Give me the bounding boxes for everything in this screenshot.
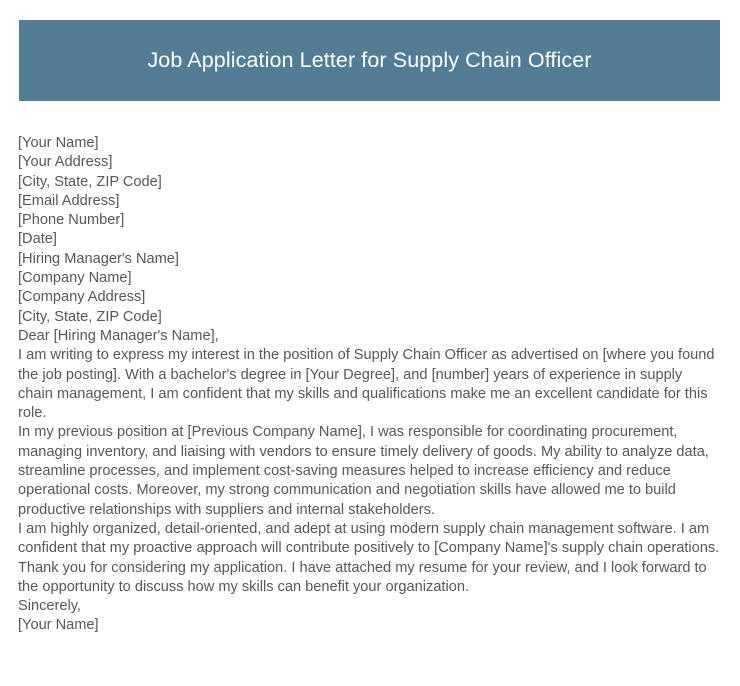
- letter-line: [Company Address]: [18, 289, 146, 306]
- letter-salutation: Dear [Hiring Manager's Name],: [18, 327, 219, 344]
- letter-line: [Company Name]: [18, 270, 132, 287]
- letter-body: [18, 134, 721, 636]
- letter-line: [City, State, ZIP Code]: [18, 308, 162, 325]
- letter-closing: Sincerely,: [18, 598, 81, 615]
- letter-paragraph: I am highly organized, detail-oriented, and adept at using modern supply chain management software. I am confident that my proactive approach will contribute positively to [Company Name]'s supply chain operations.: [18, 520, 720, 557]
- letter-line: [Date]: [18, 231, 57, 248]
- letter-line: [City, State, ZIP Code]: [18, 173, 162, 190]
- letter-line: [Hiring Manager's Name]: [18, 250, 179, 267]
- letter-line: [Your Address]: [18, 154, 113, 171]
- letter-line: [Your Name]: [18, 135, 99, 151]
- letter-line: [Email Address]: [18, 192, 120, 209]
- page-title: Job Application Letter for Supply Chain Officer: [147, 47, 592, 72]
- letter-paragraph: I am writing to express my interest in the position of Supply Chain Officer as advertised on [where you found the job posting]. With a bachelor's degree in [Your Degree], and [number] years of experience in supply chain management, I am confident that my skills and qualifications make me an excellent candidate for this role.: [18, 347, 715, 422]
- letter-header-banner: [19, 20, 720, 101]
- letter-paragraph: In my previous position at [Previous Company Name], I was responsible for coordinating procurement, managing inventory, and liaising with vendors to ensure timely delivery of goods. My ability to analyze data, streamline processes, and implement cost-saving measures helped to increase efficiency and reduce operational costs. Moreover, my strong communication and negotiation skills have allowed me to build productive relationships with suppliers and internal stakeholders.: [18, 424, 709, 518]
- letter-paragraph: Thank you for considering my application. I have attached my resume for your review, and I look forward to the opportunity to discuss how my skills can benefit your organization.: [18, 559, 707, 595]
- letter-line: [Phone Number]: [18, 212, 125, 229]
- letter-signature: [Your Name]: [18, 617, 99, 634]
